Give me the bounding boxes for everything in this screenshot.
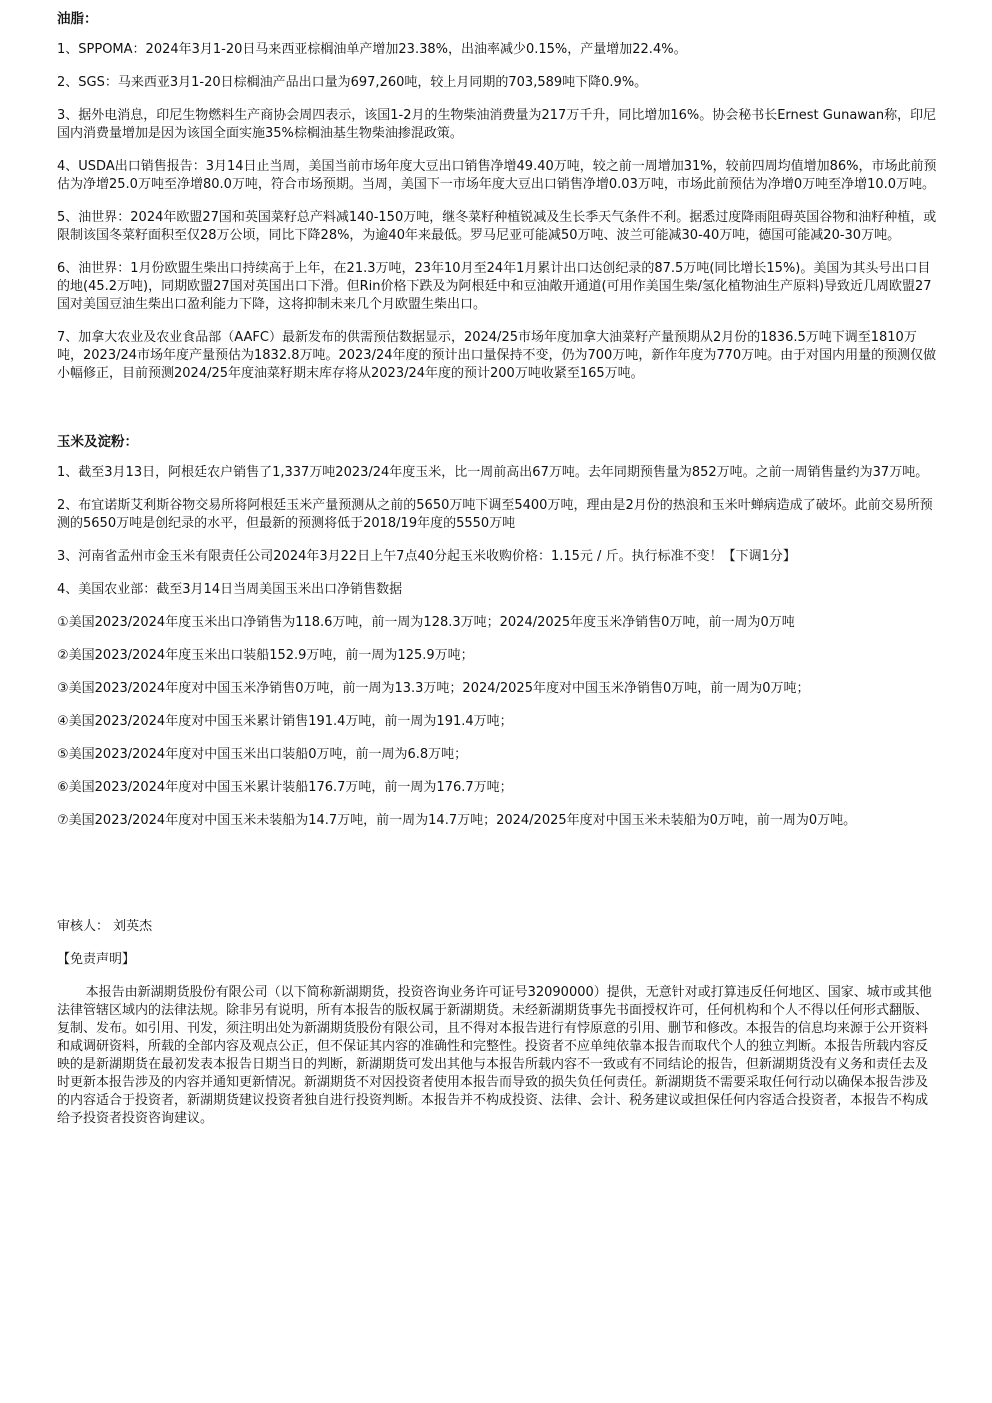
disclaimer-body: 本报告由新湖期货股份有限公司（以下简称新湖期货，投资咨询业务许可证号32090000）提供，无意针对或打算违反任何地区、国家、城市或其他法律管辖区域内的法律法规。除非另有说明，所有本报告的版权属于新湖期货。未经新湖期货事先书面授权许可，任何机构和个人不得以任何形式翻版、复制、发布。如引用、刊发，须注明出处为新湖期货股份有限公司，且不得对本报告进行有悖原意的引用、删节和修改。本报告的信息均来源于公开资料和咸调研资料，所载的全部内容及观点公正，但不保证其内容的准确性和完整性。投资者不应单纯依靠本报告而取代个人的独立判断。本报告所载内容反映的是新湖期货在最初发表本报告日期当日的判断，新湖期货可发出其他与本报告所载内容不一致或有不同结论的报告，但新湖期货没有义务和责任去及时更新本报告涉及的内容并通知更新情况。新湖期货不对因投资者使用本报告而导致的损失负任何责任。新湖期货不需要采取任何行动以确保本报告涉及的内容适合于投资者，新湖期货建议投资者独自进行投资判断。本报告并不构成投资、法律、会计、税务建议或担保任何内容适合投资者，本报告不构成给予投资者投资咨询建议。 bbox=[57, 985, 932, 1126]
reviewer: 审核人： 刘英杰 bbox=[57, 919, 153, 934]
oils-item-2: 2、SGS：马来西亚3月1-20日棕榈油产品出口量为697,260吨，较上月同期的703,589吨下降0.9%。 bbox=[57, 75, 648, 90]
oils-item-7: 7、加拿大农业及农业食品部（AAFC）最新发布的供需预估数据显示，2024/25市场年度加拿大油菜籽产量预期从2月份的1836.5万吨下调至1810万吨，2023/24市场年度产量预估为1832.8万吨。2023/24年度的预计出口量保持不变，仍为700万吨，新作年度为770万吨。由于对国内用量的预测仅做小幅修正，目前预测2024/25年度油菜籽期末库存将从2023/24年度的预计200万吨收紧至165万吨。 bbox=[57, 330, 937, 381]
corn-item-4: 4、美国农业部：截至3月14日当周美国玉米出口净销售数据 bbox=[57, 582, 403, 597]
oils-item-5: 5、油世界：2024年欧盟27国和英国菜籽总产料减140-150万吨，继冬菜籽种植锐减及生长季天气条件不利。据悉过度降雨阻碍英国谷物和油籽种植，或限制该国冬菜籽面积至仅28万公顷，同比下降28%，为逾40年来最低。罗马尼亚可能减50万吨、波兰可能减30-40万吨，德国可能减20-30万吨。 bbox=[57, 210, 937, 243]
oils-item-3: 3、据外电消息，印尼生物燃料生产商协会周四表示，该国1-2月的生物柴油消费量为217万千升，同比增加16%。协会秘书长Ernest Gunawan称，印尼国内消费量增加是因为该国全面实施35%棕榈油基生物柴油掺混政策。 bbox=[57, 108, 937, 141]
corn-heading: 玉米及淀粉： bbox=[57, 434, 138, 450]
corn-sub-item-5: ⑤美国2023/2024年度对中国玉米出口装船0万吨，前一周为6.8万吨； bbox=[57, 747, 468, 762]
corn-item-2: 2、布宜诺斯艾利斯谷物交易所将阿根廷玉米产量预测从之前的5650万吨下调至5400万吨，理由是2月份的热浪和玉米叶蝉病造成了破坏。此前交易所预测的5650万吨是创纪录的水平，但最新的预测将低于2018/19年度的5550万吨 bbox=[57, 498, 933, 531]
corn-sub-item-6: ⑥美国2023/2024年度对中国玉米累计装船176.7万吨，前一周为176.7万吨； bbox=[57, 780, 513, 795]
oils-item-6: 6、油世界：1月份欧盟生柴出口持续高于上年，在21.3万吨，23年10月至24年1月累计出口达创纪录的87.5万吨(同比增长15%)。美国为其头号出口目的地(45.2万吨)，同期欧盟27国对英国出口下滑。但Rin价格下跌及为阿根廷中和豆油敞开通道(可用作美国生柴/氢化植物油生产原料)导致近几周欧盟27国对美国豆油生柴出口盈利能力下降，这将抑制未来几个月欧盟生柴出口。 bbox=[57, 261, 932, 312]
disclaimer-title: 【免责声明】 bbox=[57, 952, 136, 967]
document-page bbox=[57, 10, 937, 1128]
oils-heading: 油脂： bbox=[57, 11, 98, 27]
oils-item-1: 1、SPPOMA：2024年3月1-20日马来西亚棕榈油单产增加23.38%，出油率减少0.15%，产量增加22.4%。 bbox=[57, 42, 687, 57]
corn-sub-item-7: ⑦美国2023/2024年度对中国玉米未装船为14.7万吨，前一周为14.7万吨；2024/2025年度对中国玉米未装船为0万吨，前一周为0万吨。 bbox=[57, 813, 857, 828]
corn-sub-item-2: ②美国2023/2024年度玉米出口装船152.9万吨，前一周为125.9万吨； bbox=[57, 648, 474, 663]
oils-item-4: 4、USDA出口销售报告：3月14日止当周，美国当前市场年度大豆出口销售净增49.40万吨，较之前一周增加31%，较前四周均值增加86%，市场此前预估为净增25.0万吨至净增80.0万吨，符合市场预期。当周，美国下一市场年度大豆出口销售净增0.03万吨，市场此前预估为净增0万吨至净增10.0万吨。 bbox=[57, 159, 937, 192]
corn-sub-item-4: ④美国2023/2024年度对中国玉米累计销售191.4万吨，前一周为191.4万吨； bbox=[57, 714, 513, 729]
corn-sub-item-1: ①美国2023/2024年度玉米出口净销售为118.6万吨，前一周为128.3万吨；2024/2025年度玉米净销售0万吨，前一周为0万吨 bbox=[57, 615, 795, 630]
corn-item-1: 1、截至3月13日，阿根廷农户销售了1,337万吨2023/24年度玉米，比一周前高出67万吨。去年同期预售量为852万吨。之前一周销售量约为37万吨。 bbox=[57, 465, 929, 480]
corn-item-3: 3、河南省孟州市金玉米有限责任公司2024年3月22日上午7点40分起玉米收购价格：1.15元 / 斤。执行标准不变！【下调1分】 bbox=[57, 549, 796, 564]
corn-sub-item-3: ③美国2023/2024年度对中国玉米净销售0万吨，前一周为13.3万吨；2024/2025年度对中国玉米净销售0万吨，前一周为0万吨； bbox=[57, 681, 810, 696]
